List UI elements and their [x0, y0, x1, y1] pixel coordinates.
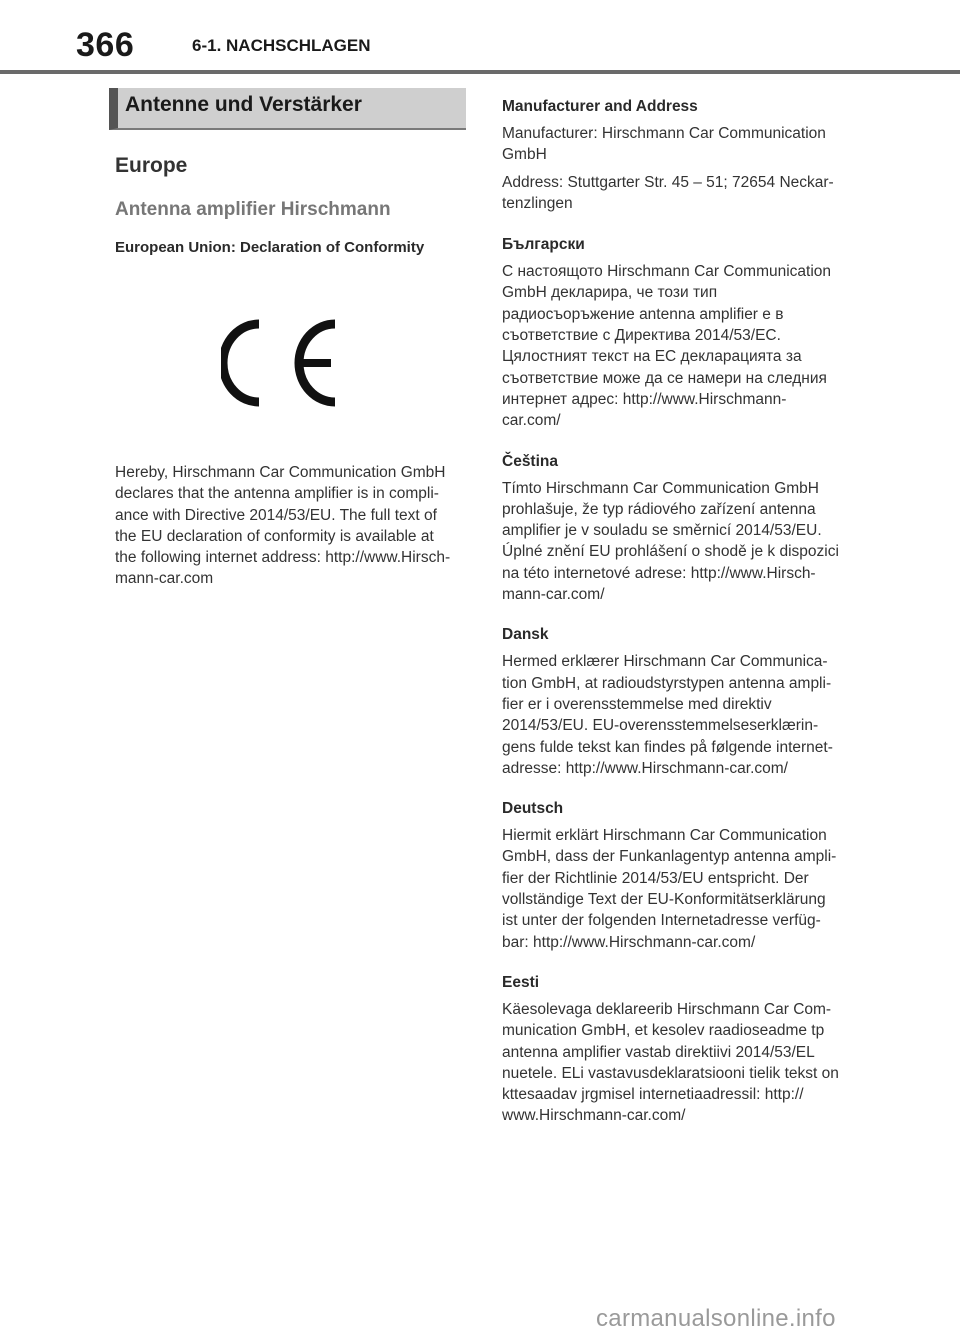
language-text-bg	[502, 261, 854, 431]
watermark: carmanualsonline.info	[596, 1305, 836, 1332]
text-line: tion GmbH, at radioudstyrstypen antenna ampli-	[502, 674, 832, 692]
language-heading-et: Eesti	[502, 973, 540, 991]
text-line: car.com/	[502, 412, 561, 430]
text-line: nuetele. ELi vastavusdeklaratsiooni tielik tekst on	[502, 1064, 839, 1082]
manufacturer-heading: Manufacturer and Address	[502, 98, 698, 115]
text-line: fier er i overensstemmelse med direktiv	[502, 695, 772, 713]
text-line: kttesaadav jrgmisel internetiaadressil: http://	[502, 1086, 804, 1104]
text-line: na této internetové adrese: http://www.Hirsch-	[502, 564, 816, 582]
text-line: vollständige Text der EU-Konformitätserklärung	[502, 891, 826, 909]
text-line: bar: http://www.Hirschmann-car.com/	[502, 933, 756, 951]
language-heading-cs: Čeština	[502, 452, 558, 470]
text-line: Hiermit erklärt Hirschmann Car Communication	[502, 827, 827, 845]
page-header	[0, 0, 960, 72]
text-line: munication GmbH, et kesolev raadioseadme tp	[502, 1022, 825, 1040]
paragraph-line: declares that the antenna amplifier is in compli-	[115, 485, 439, 503]
text-line: Úplné znění EU prohlášení o shodě je k dispozici	[502, 543, 839, 561]
text-line: mann-car.com/	[502, 586, 605, 604]
topic-box	[109, 88, 466, 130]
paragraph-line: ance with Directive 2014/53/EU. The full text of	[115, 506, 437, 524]
text-line: интернет адрес: http://www.Hirschmann-	[502, 390, 787, 408]
heading-region: Europe	[115, 154, 188, 177]
text-line: съответствие може да се намери на следния	[502, 369, 827, 387]
language-heading-de: Deutsch	[502, 800, 564, 818]
language-text-cs	[502, 478, 854, 606]
text-line: С настоящото Hirschmann Car Communication	[502, 263, 832, 281]
text-line: fier der Richtlinie 2014/53/EU entspricht. Der	[502, 869, 809, 887]
language-text-de	[502, 825, 854, 953]
manufacturer-text	[502, 123, 854, 166]
language-heading-da: Dansk	[502, 626, 549, 644]
header-rule	[0, 70, 960, 74]
paragraph-line: the following internet address: http://www.Hirsch-	[115, 549, 451, 567]
text-line: Цялостният текст на ЕС декларацията за	[502, 348, 802, 366]
paragraph-line: mann-car.com	[115, 570, 214, 588]
text-line: 2014/53/EU. EU-overensstemmelseserklærin-	[502, 717, 819, 735]
text-line: GmbH декларира, че този тип	[502, 284, 718, 302]
paragraph-line: the EU declaration of conformity is available at	[115, 527, 434, 545]
heading-declaration: European Union: Declaration of Conformity	[115, 239, 425, 256]
language-heading-bg: Български	[502, 236, 585, 254]
text-line: adresse: http://www.Hirschmann-car.com/	[502, 759, 788, 777]
section-title: 6-1. NACHSCHLAGEN	[192, 36, 371, 55]
page-number: 366	[76, 26, 135, 64]
address-text	[502, 172, 854, 215]
ce-mark-icon	[221, 318, 341, 408]
topic-title: Antenne und Verstärker	[125, 93, 362, 116]
text-line: Käesolevaga deklareerib Hirschmann Car Com-	[502, 1000, 832, 1018]
language-text-et	[502, 999, 854, 1127]
text-line: tenzlingen	[502, 194, 573, 212]
text-line: GmbH, dass der Funkanlagentyp antenna ampli-	[502, 848, 837, 866]
right-column	[502, 96, 854, 1127]
text-line: Tímto Hirschmann Car Communication GmbH	[502, 479, 819, 497]
language-text-da	[502, 651, 854, 779]
left-column	[109, 88, 466, 590]
text-line: съответствие с Директива 2014/53/ЕС.	[502, 327, 781, 345]
text-line: amplifier je v souladu se směrnicí 2014/53/EU.	[502, 522, 822, 540]
text-line: ist unter der folgenden Internetadresse verfüg-	[502, 912, 821, 930]
heading-product: Antenna amplifier Hirschmann	[115, 199, 391, 220]
text-line: antenna amplifier vastab direktiivi 2014/53/EL	[502, 1043, 815, 1061]
text-line: prohlašuje, že typ rádiového zařízení antenna	[502, 500, 816, 518]
text-line: www.Hirschmann-car.com/	[502, 1107, 686, 1125]
text-line: GmbH	[502, 146, 547, 164]
text-line: Manufacturer: Hirschmann Car Communication	[502, 125, 826, 142]
paragraph-line: Hereby, Hirschmann Car Communication GmbH	[115, 464, 446, 481]
text-line: Hermed erklærer Hirschmann Car Communica-	[502, 653, 828, 671]
text-line: радиосъоръжение antenna amplifier е в	[502, 305, 784, 323]
text-line: Address: Stuttgarter Str. 45 – 51; 72654 Neckar-	[502, 173, 834, 191]
declaration-paragraph	[115, 462, 466, 590]
text-line: gens fulde tekst kan findes på følgende internet-	[502, 738, 833, 756]
